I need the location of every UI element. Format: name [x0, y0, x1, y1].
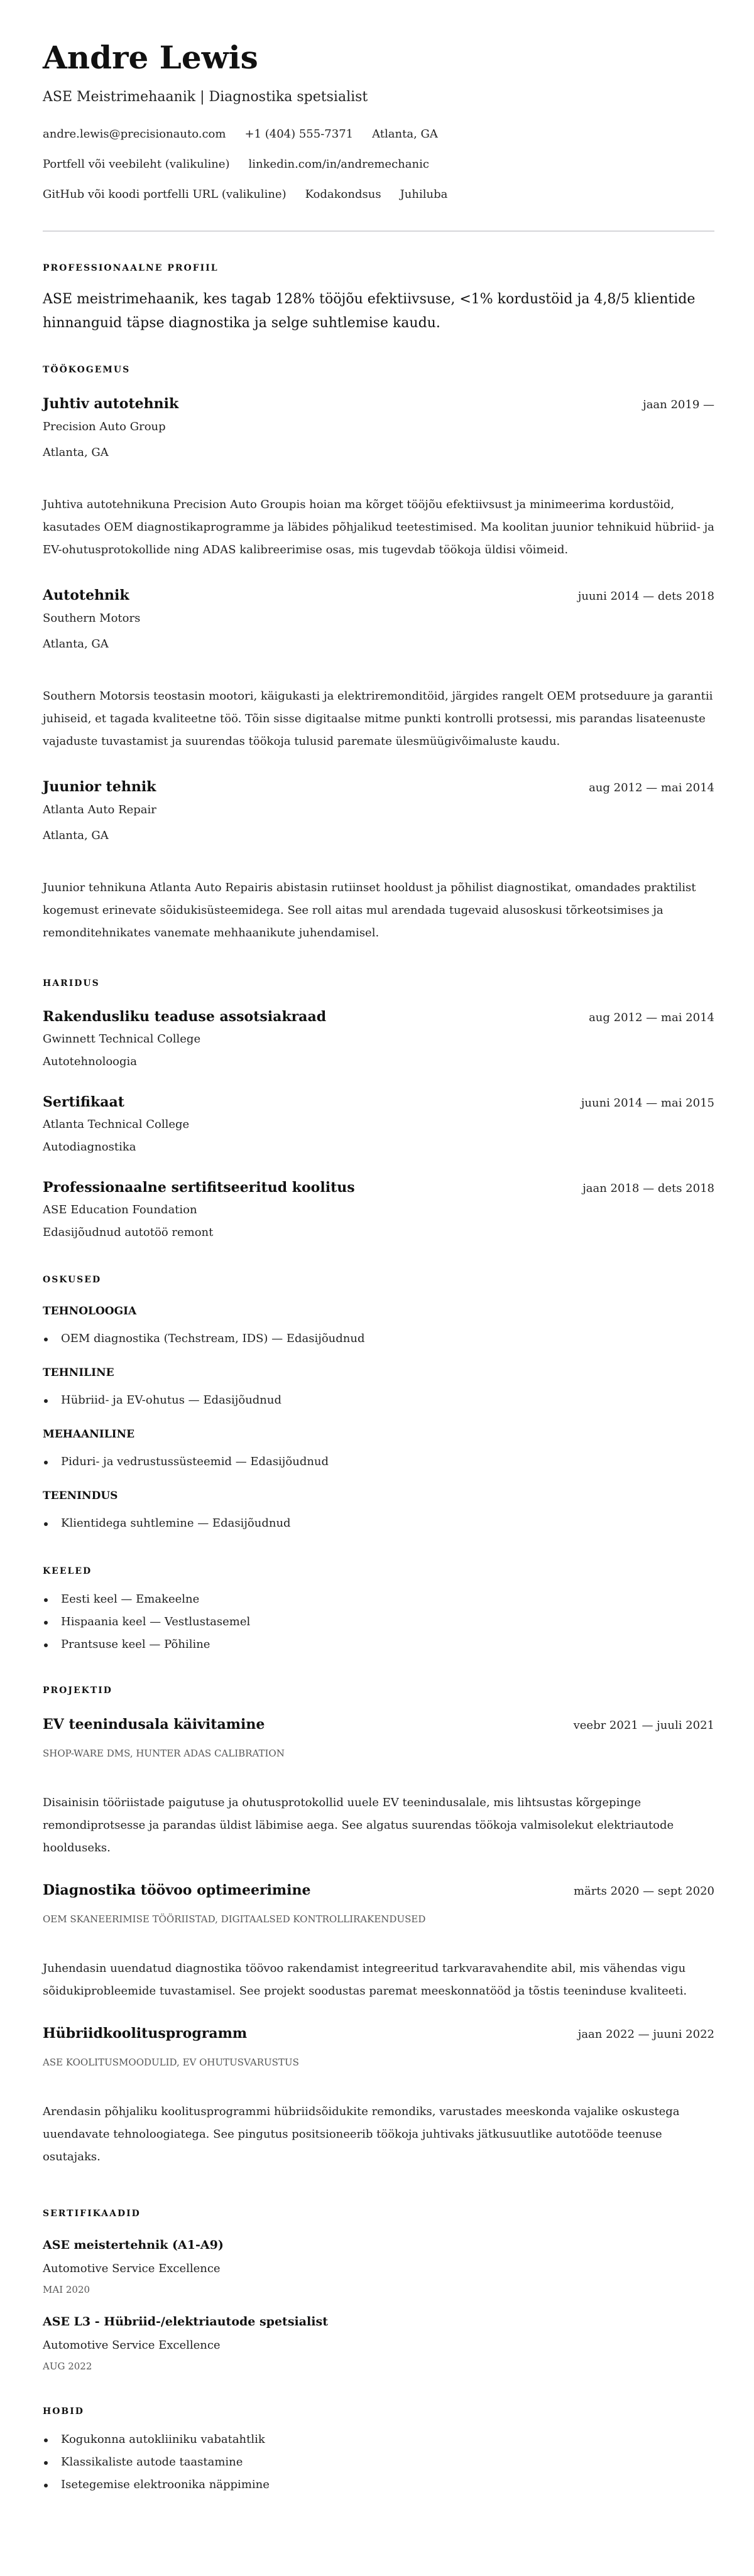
skill-group-title: TEENINDUS — [43, 1490, 118, 1502]
project-description: Juhendasin uuendatud diagnostika töövoo rakendamist integreeritud tarkvaravahendite abil, mis vähendas vigu sõidukiprobleemide tuvastamisel. See projekt soodustas paremat meeskonnatööd ja tõstis teeninduse kvaliteeti. — [43, 1962, 687, 1998]
section-heading-skills: OSKUSED — [43, 1275, 102, 1285]
field-of-study: Autotehnoloogia — [43, 1055, 138, 1068]
skill-item: Klientidega suhtlemine — Edasijõudnud — [43, 1515, 714, 1532]
entry-header — [43, 1881, 714, 1901]
company-name: Southern Motors — [43, 612, 141, 625]
entry-title: Hübriidkoolitusprogramm — [43, 2025, 248, 2042]
languages-list — [43, 1588, 714, 1656]
school-name: ASE Education Foundation — [43, 1203, 197, 1216]
section-heading-hobbies: HOBID — [43, 2406, 84, 2416]
section-heading-languages: KEELED — [43, 1566, 92, 1576]
entry-header — [43, 1007, 714, 1027]
entry-date: jaan 2019 — — [643, 398, 714, 411]
school-name: Atlanta Technical College — [43, 1118, 190, 1131]
contact-row — [43, 156, 714, 173]
drivers-license-text: Juhiluba — [400, 188, 448, 201]
entry-title: Autotehnik — [43, 587, 129, 603]
job-location: Atlanta, GA — [43, 446, 109, 459]
hobby-item: Kogukonna autokliiniku vabatahtlik — [43, 2428, 714, 2451]
entry-title: Juhtiv autotehnik — [43, 396, 179, 412]
github-link[interactable]: GitHub või koodi portfelli URL (valikuline) — [43, 188, 287, 201]
section-heading-projects: PROJEKTID — [43, 1686, 112, 1696]
experience-entry — [43, 777, 714, 944]
certification-date: AUG 2022 — [43, 2361, 92, 2372]
contact-row — [43, 186, 714, 203]
entry-header — [43, 2024, 714, 2044]
entry-date: veebr 2021 — juuli 2021 — [573, 1719, 714, 1732]
language-item: Hispaania keel — Vestlustasemel — [43, 1611, 714, 1633]
experience-entry — [43, 394, 714, 561]
education-entry — [43, 1093, 714, 1155]
job-description: Southern Motorsis teostasin mootori, käigukasti ja elektriremonditöid, järgides rangelt OEM protseduure ja garantii juhiseid, et tagada kvaliteetne töö. Tõin sisse digitaalse mitme punkti kontrolli protsessi, mis parandas lisateenuste vajaduste tuvastamist ja suurendas töökoja tulusid paremate ülesmüügivõimaluste kaudu. — [43, 690, 713, 748]
job-description: Juhtiva autotehnikuna Precision Auto Groupis hoian ma kõrget tööjõu efektiivsust ja minimeerima kordustöid, kasutades OEM diagnostikaprogramme ja läbides põhjalikud teetestimised. Ma koolitan juunior tehnikuid hübriid- ja EV-ohutusprotokollide ning ADAS kalibreerimise osas, mis tugevdab töökoja üldisi võimeid. — [43, 498, 714, 556]
certification-entry — [43, 2237, 714, 2296]
location-text: Atlanta, GA — [372, 127, 438, 141]
linkedin-link[interactable]: linkedin.com/in/andremechanic — [248, 158, 429, 171]
candidate-name: Andre Lewis — [43, 39, 258, 76]
skill-group-list — [43, 1392, 714, 1409]
citizenship-text: Kodakondsus — [305, 188, 381, 201]
hobbies-list — [43, 2428, 714, 2496]
entry-header — [43, 1093, 714, 1113]
school-name: Gwinnett Technical College — [43, 1032, 201, 1046]
certifications-list — [43, 2237, 714, 2373]
entry-title: Juunior tehnik — [43, 779, 156, 795]
entry-date: juuni 2014 — dets 2018 — [577, 590, 714, 603]
project-tech: OEM SKANEERIMISE TÖÖRIISTAD, DIGITAALSED KONTROLLIRAKENDUSED — [43, 1913, 426, 1925]
project-tech: ASE KOOLITUSMOODULID, EV OHUTUSVARUSTUS — [43, 2057, 299, 2068]
entry-title: Rakendusliku teaduse assotsiakraad — [43, 1009, 327, 1025]
language-item: Eesti keel — Emakeelne — [43, 1588, 714, 1611]
job-description: Juunior tehnikuna Atlanta Auto Repairis abistasin rutiinset hooldust ja põhilist diagnostikat, omandades praktilist kogemust erinevate sõidukisüsteemidega. See roll aitas mul arendada tugevaid alusoskusi tõrkeotsimises ja remonditehnikates vanemate mehhaanikute juhendamisel. — [43, 881, 696, 939]
project-tech: SHOP-WARE DMS, HUNTER ADAS CALIBRATION — [43, 1748, 285, 1759]
skill-item: Piduri- ja vedrustussüsteemid — Edasijõudnud — [43, 1453, 714, 1471]
project-entry — [43, 2024, 714, 2168]
skills-list — [43, 1304, 714, 1532]
section-heading-education: HARIDUS — [43, 978, 100, 988]
certification-issuer: Automotive Service Excellence — [43, 2262, 221, 2275]
education-entry — [43, 1007, 714, 1070]
section-heading-experience: TÖÖKOGEMUS — [43, 365, 131, 375]
field-of-study: Edasijõudnud autotöö remont — [43, 1226, 214, 1239]
entry-title: Professionaalne sertifitseeritud koolitus — [43, 1179, 355, 1196]
entry-title: Sertifikaat — [43, 1094, 124, 1110]
skill-group-list — [43, 1330, 714, 1348]
section-heading-profile: PROFESSIONAALNE PROFIIL — [43, 263, 219, 273]
job-location: Atlanta, GA — [43, 637, 109, 651]
company-name: Atlanta Auto Repair — [43, 803, 156, 816]
skill-group-title: MEHAANILINE — [43, 1428, 135, 1441]
hobby-item: Klassikaliste autode taastamine — [43, 2451, 714, 2474]
section-heading-certifications: SERTIFIKAADID — [43, 2209, 141, 2219]
skill-item: OEM diagnostika (Techstream, IDS) — Edasijõudnud — [43, 1330, 714, 1348]
education-entry — [43, 1178, 714, 1241]
entry-header — [43, 586, 714, 606]
portfolio-link[interactable]: Portfell või veebileht (valikuline) — [43, 158, 230, 171]
experience-entry — [43, 586, 714, 753]
email-link[interactable]: andre.lewis@precisionauto.com — [43, 127, 226, 141]
education-list — [43, 1007, 714, 1241]
projects-list — [43, 1715, 714, 2168]
entry-date: märts 2020 — sept 2020 — [573, 1885, 714, 1898]
skill-group-title: TEHNILINE — [43, 1366, 114, 1379]
entry-header — [43, 394, 714, 414]
project-description: Disainisin tööriistade paigutuse ja ohutusprotokollid uuele EV teenindusalale, mis lihtsustas kõrgepinge remondiprotsesse ja parandas üldist läbimise aega. See algatus suurendas töökoja valmisolekut elektriautode hoolduseks. — [43, 1796, 674, 1854]
contact-row — [43, 126, 714, 143]
hobby-item: Isetegemise elektroonika näppimine — [43, 2474, 714, 2496]
certification-title: ASE meistertehnik (A1-A9) — [43, 2238, 224, 2252]
certification-date: MAI 2020 — [43, 2284, 90, 2295]
project-entry — [43, 1715, 714, 1859]
entry-header — [43, 1178, 714, 1198]
entry-title: EV teenindusala käivitamine — [43, 1716, 265, 1733]
header-divider — [43, 230, 714, 232]
language-item: Prantsuse keel — Põhiline — [43, 1633, 714, 1656]
entry-title: Diagnostika töövoo optimeerimine — [43, 1882, 311, 1898]
skill-group-list — [43, 1453, 714, 1471]
experience-list — [43, 394, 714, 944]
profile-summary: ASE meistrimehaanik, kes tagab 128% tööjõu efektiivsuse, <1% kordustöid ja 4,8/5 klientide hinnanguid täpse diagnostika ja selge suhtlemise kaudu. — [43, 291, 696, 331]
candidate-headline: ASE Meistrimehaanik | Diagnostika spetsialist — [43, 89, 368, 105]
skill-group-list — [43, 1515, 714, 1532]
field-of-study: Autodiagnostika — [43, 1140, 136, 1154]
project-entry — [43, 1881, 714, 2003]
certification-issuer: Automotive Service Excellence — [43, 2339, 221, 2352]
skill-group-title: TEHNOLOOGIA — [43, 1305, 137, 1318]
entry-date: juuni 2014 — mai 2015 — [581, 1096, 714, 1110]
entry-date: jaan 2018 — dets 2018 — [582, 1182, 714, 1195]
company-name: Precision Auto Group — [43, 420, 166, 433]
entry-date: jaan 2022 — juuni 2022 — [577, 2028, 714, 2041]
phone-link[interactable]: +1 (404) 555-7371 — [244, 127, 354, 141]
job-location: Atlanta, GA — [43, 829, 109, 842]
entry-header — [43, 1715, 714, 1735]
entry-date: aug 2012 — mai 2014 — [589, 1011, 714, 1024]
project-description: Arendasin põhjaliku koolitusprogrammi hübriidsõidukite remondiks, varustades meeskonda vajalike oskustega uuendavate tehnoloogiatega. See pingutus positsioneerib töökoja juhtivaks jätkusuutlike autotööde teenuse osutajaks. — [43, 2105, 680, 2163]
entry-date: aug 2012 — mai 2014 — [589, 781, 714, 794]
certification-title: ASE L3 - Hübriid-/elektriautode spetsialist — [43, 2315, 328, 2329]
skill-item: Hübriid- ja EV-ohutus — Edasijõudnud — [43, 1392, 714, 1409]
entry-header — [43, 777, 714, 798]
certification-entry — [43, 2314, 714, 2373]
